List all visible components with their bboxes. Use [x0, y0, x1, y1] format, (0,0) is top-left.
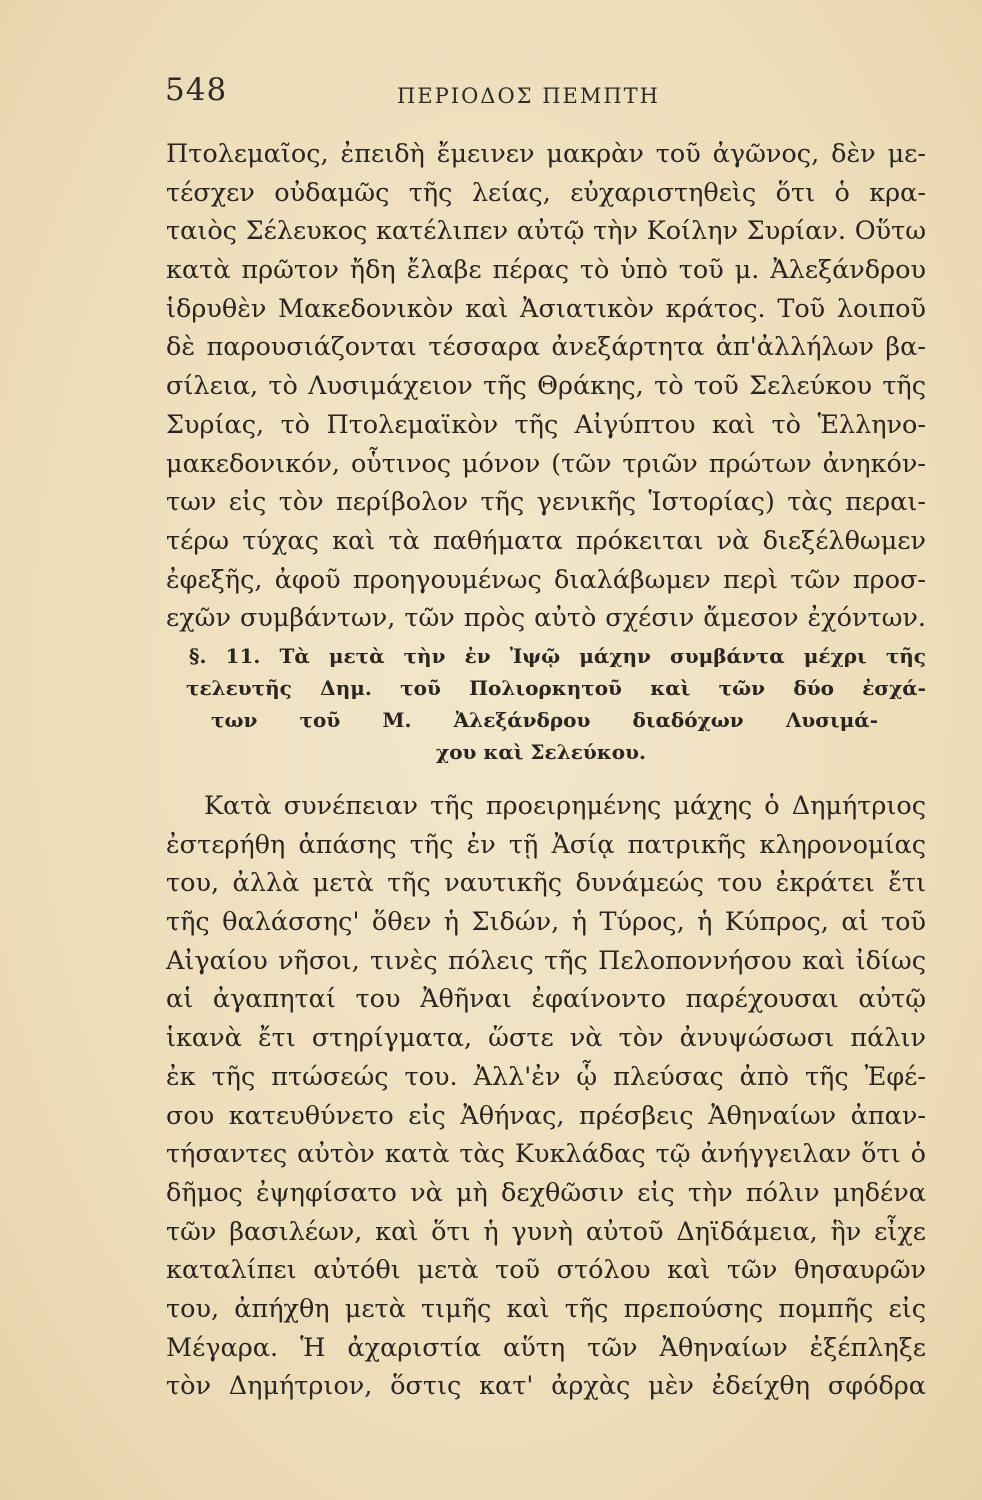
text-line: τέρω τύχας καὶ τὰ παθήματα πρόκειται νὰ διεξέλθωμεν [166, 525, 926, 556]
text-line: σίλεια, τὸ Λυσιμάχειον τῆς Θράκης, τὸ τοῦ Σελεύκου τῆς [166, 371, 926, 402]
text-line: Κατὰ συνέπειαν τῆς προειρημένης μάχης ὁ Δημήτριος [204, 791, 926, 821]
text-line: του, ἀπήχθη μετὰ τιμῆς καὶ τῆς πρεπούσης πομπῆς εἰς [166, 1293, 926, 1324]
text-line: Συρίας, τὸ Πτολεμαϊκὸν τῆς Αἰγύπτου καὶ τὸ Ἑλληνο- [166, 409, 926, 440]
paragraph-1 [166, 135, 926, 638]
text-line: Πτολεμαῖος, ἐπειδὴ ἔμεινεν μακρὰν τοῦ ἀγῶνος, δὲν με- [166, 139, 926, 169]
running-head: ΠΕΡΙΟΔΟΣ ΠΕΜΠΤΗ [397, 84, 660, 108]
heading-line: των τοῦ Μ. Ἀλεξάνδρου διαδόχων Λυσιμά- [211, 708, 878, 732]
page-number: 548 [165, 72, 228, 108]
text-line: ἐφεξῆς, ἀφοῦ προηγουμένως διαλάβωμεν περὶ τῶν προσ- [166, 564, 926, 595]
text-line: κατὰ πρῶτον ἤδη ἔλαβε πέρας τὸ ὑπὸ τοῦ μ. Ἀλεξάνδρου [166, 255, 926, 286]
text-line: Αἰγαίου νῆσοι, τινὲς πόλεις τῆς Πελοποννήσου καὶ ἰδίως [166, 945, 926, 976]
text-line: τῶν βασιλέων, καὶ ὅτι ἡ γυνὴ αὐτοῦ Δηϊδάμεια, ἣν εἶχε [166, 1216, 926, 1247]
text-line: καταλίπει αὐτόθι μετὰ τοῦ στόλου καὶ τῶν θησαυρῶν [166, 1255, 926, 1286]
text-line: ταιὸς Σέλευκος κατέλιπεν αὐτῷ τὴν Κοίλην Συρίαν. Οὕτω [166, 216, 926, 247]
text-line: σου κατευθύνετο εἰς Ἀθήνας, πρέσβεις Ἀθηναίων ἀπαν- [166, 1100, 926, 1131]
text-line: του, ἀλλὰ μετὰ τῆς ναυτικῆς δυνάμεώς του ἐκράτει ἔτι [166, 868, 926, 899]
text-line: δὲ παρουσιάζονται τέσσαρα ἀνεξάρτητα ἀπ'ἀλλήλων βα- [166, 332, 926, 363]
text-line: των εἰς τὸν περίβολον τῆς γενικῆς Ἱστορίας) τὰς περαι- [166, 487, 926, 518]
text-line: ἐστερήθη ἁπάσης τῆς ἐν τῇ Ἀσίᾳ πατρικῆς κληρονομίας [166, 829, 926, 860]
heading-line: τελευτῆς Δημ. τοῦ Πολιορκητοῦ καὶ τῶν δύο ἐσχά- [186, 676, 926, 700]
text-line: μακεδονικόν, οὗτινος μόνον (τῶν τριῶν πρώτων ἀνηκόν- [166, 448, 926, 479]
section-heading [166, 640, 926, 768]
text-line: τήσαντες αὐτὸν κατὰ τὰς Κυκλάδας τῷ ἀνήγγειλαν ὅτι ὁ [166, 1139, 926, 1170]
text-line: τῆς θαλάσσης' ὅθεν ἡ Σιδών, ἡ Τύρος, ἡ Κύπρος, αἱ τοῦ [166, 907, 926, 938]
text-line: δῆμος ἐψηφίσατο νὰ μὴ δεχθῶσιν εἰς τὴν πόλιν μηδένα [166, 1177, 926, 1208]
text-line: ἱδρυθὲν Μακεδονικὸν καὶ Ἀσιατικὸν κράτος. Τοῦ λοιποῦ [166, 293, 926, 324]
text-line: ἐκ τῆς πτώσεώς του. Ἀλλ'ἐν ᾧ πλεύσας ἀπὸ τῆς Ἐφέ- [166, 1061, 926, 1092]
text-line: τὸν Δημήτριον, ὅστις κατ' ἀρχὰς μὲν ἐδείχθη σφόδρα [166, 1371, 926, 1402]
text-line: τέσχεν οὐδαμῶς τῆς λείας, εὐχαριστηθεὶς ὅτι ὁ κρα- [166, 177, 926, 208]
heading-line: χου καὶ Σελεύκου. [436, 740, 646, 764]
heading-line: §. 11. Τὰ μετὰ τὴν ἐν Ἰψῷ μάχην συμβάντα μέχρι τῆς [189, 644, 926, 668]
text-line: Μέγαρα. Ἡ ἀχαριστία αὕτη τῶν Ἀθηναίων ἐξέπληξε [166, 1332, 926, 1363]
page-header [165, 72, 925, 122]
paragraph-2 [166, 787, 926, 1406]
text-line: ἱκανὰ ἔτι στηρίγματα, ὥστε νὰ τὸν ἀνυψώσωσι πάλιν [166, 1023, 926, 1054]
text-line: εχῶν συμβάντων, τῶν πρὸς αὐτὸ σχέσιν ἄμεσον ἐχόντων. [166, 603, 926, 634]
text-line: αἱ ἀγαπηταί του Ἀθῆναι ἐφαίνοντο παρέχουσαι αὐτῷ [166, 984, 926, 1015]
